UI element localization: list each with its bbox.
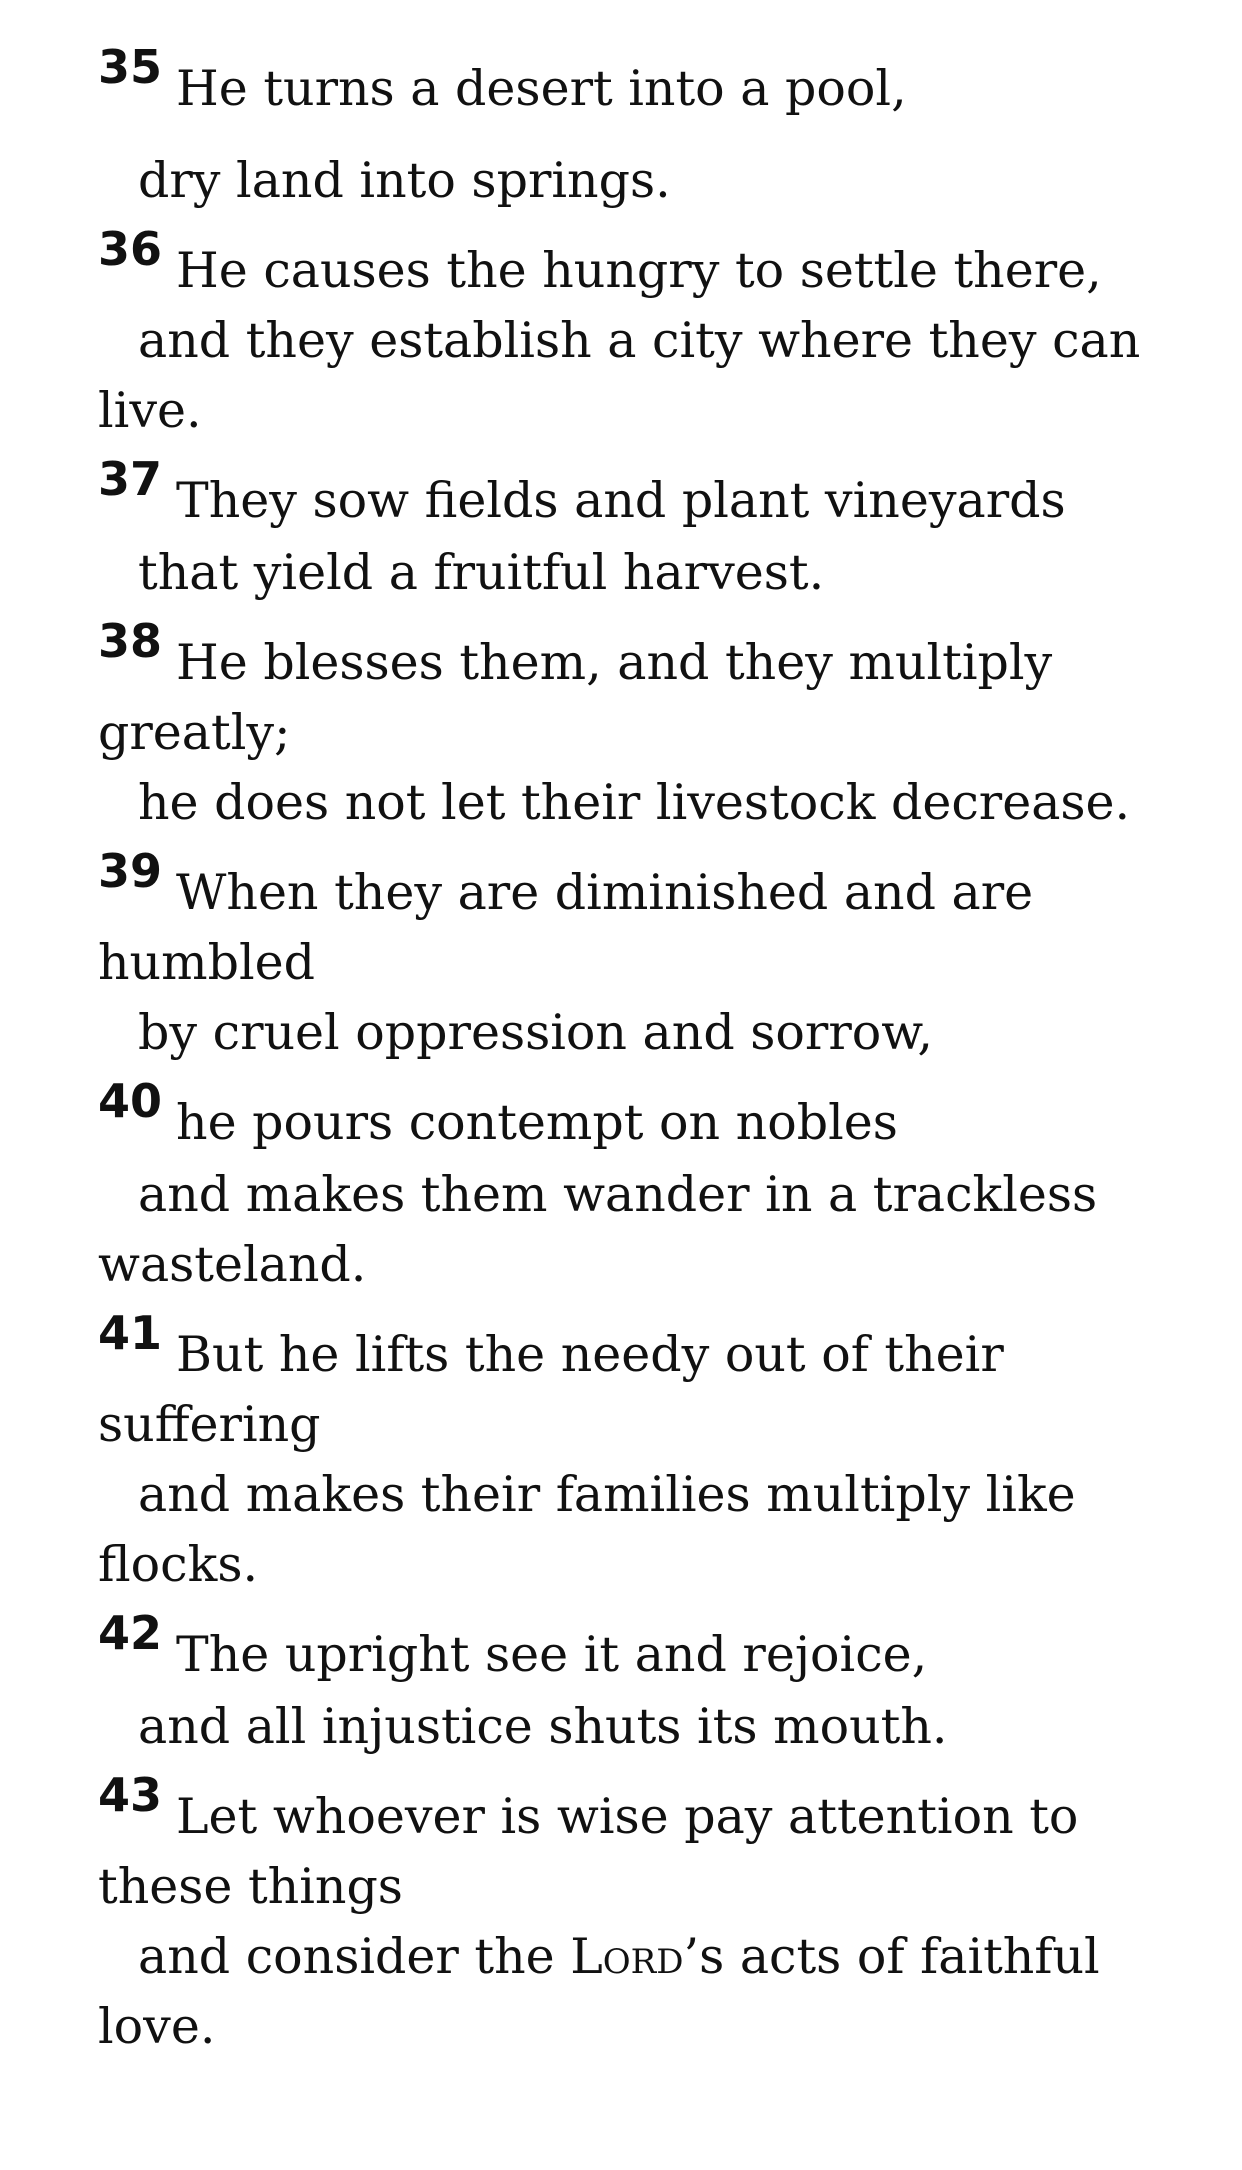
- verse-43-line-3: [138, 1928, 1100, 1985]
- verse-text: and consider the: [138, 1928, 571, 1985]
- verse-41-line-4: flocks.: [98, 1536, 259, 1593]
- verse-38-line-2: greatly;: [98, 704, 291, 761]
- divine-name-lord: Lord: [570, 1928, 684, 1985]
- verse-38-line-3: he does not let their livestock decrease.: [138, 774, 1131, 831]
- verse-39-line-2: humbled: [98, 934, 315, 991]
- verse-number-43: 43: [98, 1768, 163, 1822]
- verse-36-line-3: live.: [98, 382, 202, 439]
- verse-36-line-2: and they establish a city where they can: [138, 312, 1141, 369]
- verse-37-line-2: that yield a fruitful harvest.: [138, 544, 825, 601]
- verse-number-38: 38: [98, 614, 163, 668]
- verse-35-line-1: [98, 40, 907, 117]
- verse-42-line-2: and all injustice shuts its mouth.: [138, 1698, 948, 1755]
- verse-number-35: 35: [98, 40, 163, 94]
- verse-text: When they are diminished and are: [176, 864, 1034, 921]
- verse-number-36: 36: [98, 222, 163, 276]
- verse-41-line-2: suffering: [98, 1396, 321, 1453]
- verse-40-line-1: [98, 1074, 898, 1151]
- verse-37-line-1: [98, 452, 1066, 529]
- verse-43-line-2: these things: [98, 1858, 403, 1915]
- verse-text: The upright see it and rejoice,: [176, 1626, 928, 1683]
- verse-36-line-1: [98, 222, 1102, 299]
- verse-38-line-1: [98, 614, 1053, 691]
- verse-text: But he lifts the needy out of their: [176, 1326, 1004, 1383]
- verse-number-41: 41: [98, 1306, 163, 1360]
- verse-text: He blesses them, and they multiply: [176, 634, 1053, 691]
- verse-text: ’s acts of faithful: [683, 1928, 1100, 1985]
- verse-41-line-3: and makes their families multiply like: [138, 1466, 1076, 1523]
- verse-text: he pours contempt on nobles: [176, 1094, 898, 1151]
- verse-text: They sow fields and plant vineyards: [176, 472, 1066, 529]
- verse-text: Let whoever is wise pay attention to: [176, 1788, 1079, 1845]
- verse-42-line-1: [98, 1606, 928, 1683]
- verse-number-39: 39: [98, 844, 163, 898]
- verse-35-line-2: dry land into springs.: [138, 152, 671, 209]
- verse-40-line-2: and makes them wander in a trackless: [138, 1166, 1098, 1223]
- verse-number-37: 37: [98, 452, 163, 506]
- verse-40-line-3: wasteland.: [98, 1236, 367, 1293]
- verse-39-line-3: by cruel oppression and sorrow,: [138, 1004, 933, 1061]
- verse-text: He causes the hungry to settle there,: [176, 242, 1102, 299]
- verse-41-line-1: [98, 1306, 1004, 1383]
- verse-43-line-4: love.: [98, 1998, 216, 2055]
- verse-43-line-1: [98, 1768, 1079, 1845]
- verse-number-40: 40: [98, 1074, 163, 1128]
- verse-39-line-1: [98, 844, 1034, 921]
- verse-text: He turns a desert into a pool,: [176, 60, 907, 117]
- verse-number-42: 42: [98, 1606, 163, 1660]
